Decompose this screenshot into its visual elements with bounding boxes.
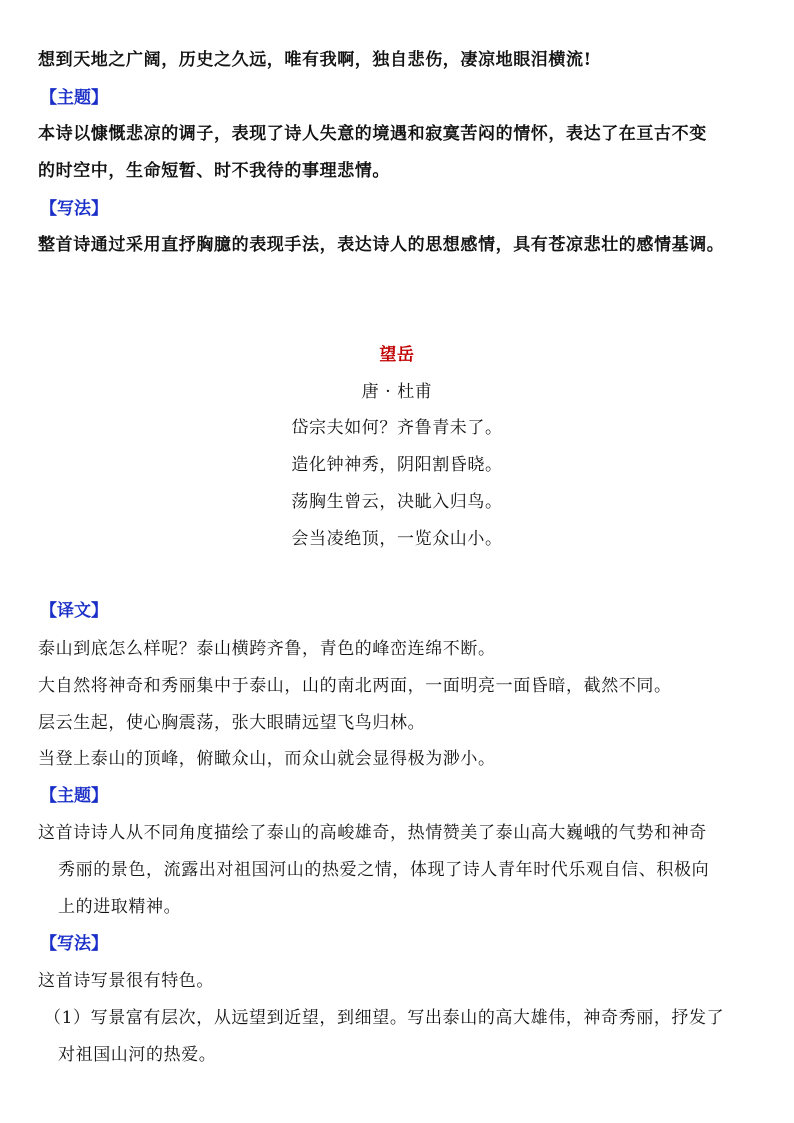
theme-line: 本诗以慷慨悲凉的调子，表现了诗人失意的境遇和寂寞苦闷的情怀，表达了在亘古不变 bbox=[38, 124, 707, 144]
poem-line: 造化钟神秀，阴阳割昏晓。 bbox=[291, 455, 503, 475]
method-tag: 【写法】 bbox=[40, 199, 108, 219]
theme-line: 的时空中，生命短暂、时不我待的事理悲情。 bbox=[38, 161, 390, 181]
translation-line: 层云生起，使心胸震荡，张大眼睛远望飞鸟归林。 bbox=[38, 713, 426, 733]
poem-line: 岱宗夫如何？齐鲁青未了。 bbox=[291, 418, 503, 438]
theme-tag: 【主题】 bbox=[40, 786, 108, 806]
theme-line: 秀丽的景色，流露出对祖国河山的热爱之情，体现了诗人青年时代乐观自信、积极向 bbox=[58, 860, 710, 880]
poem-line: 会当凌绝顶，一览众山小。 bbox=[291, 529, 503, 549]
poem-author: 唐 · 杜甫 bbox=[361, 382, 433, 402]
method-item-line: 对祖国山河的热爱。 bbox=[58, 1045, 217, 1065]
method-intro: 这首诗写景很有特色。 bbox=[38, 971, 214, 991]
poem-title: 望岳 bbox=[379, 345, 415, 365]
theme-line: 这首诗诗人从不同角度描绘了泰山的高峻雄奇，热情赞美了泰山高大巍峨的气势和神奇 bbox=[38, 823, 707, 843]
poem-line: 荡胸生曾云，决眦入归鸟。 bbox=[291, 492, 503, 512]
method-item-line: （1）写景富有层次，从远望到近望，到细望。写出泰山的高大雄伟，神奇秀丽，抒发了 bbox=[44, 1008, 725, 1028]
theme-line: 上的进取精神。 bbox=[58, 897, 182, 917]
method-line: 整首诗通过采用直抒胸臆的表现手法，表达诗人的思想感情，具有苍凉悲壮的感情基调。 bbox=[38, 235, 725, 255]
translation-tag: 【译文】 bbox=[40, 601, 108, 621]
translation-tail-line: 想到天地之广阔，历史之久远，唯有我啊，独自悲伤，凄凉地眼泪横流! bbox=[38, 50, 592, 70]
theme-tag: 【主题】 bbox=[40, 88, 108, 108]
method-tag: 【写法】 bbox=[40, 934, 108, 954]
translation-line: 大自然将神奇和秀丽集中于泰山，山的南北两面，一面明亮一面昏暗，截然不同。 bbox=[38, 676, 672, 696]
translation-line: 泰山到底怎么样呢？泰山横跨齐鲁，青色的峰峦连绵不断。 bbox=[38, 639, 496, 659]
translation-line: 当登上泰山的顶峰，俯瞰众山，而众山就会显得极为渺小。 bbox=[38, 749, 496, 769]
